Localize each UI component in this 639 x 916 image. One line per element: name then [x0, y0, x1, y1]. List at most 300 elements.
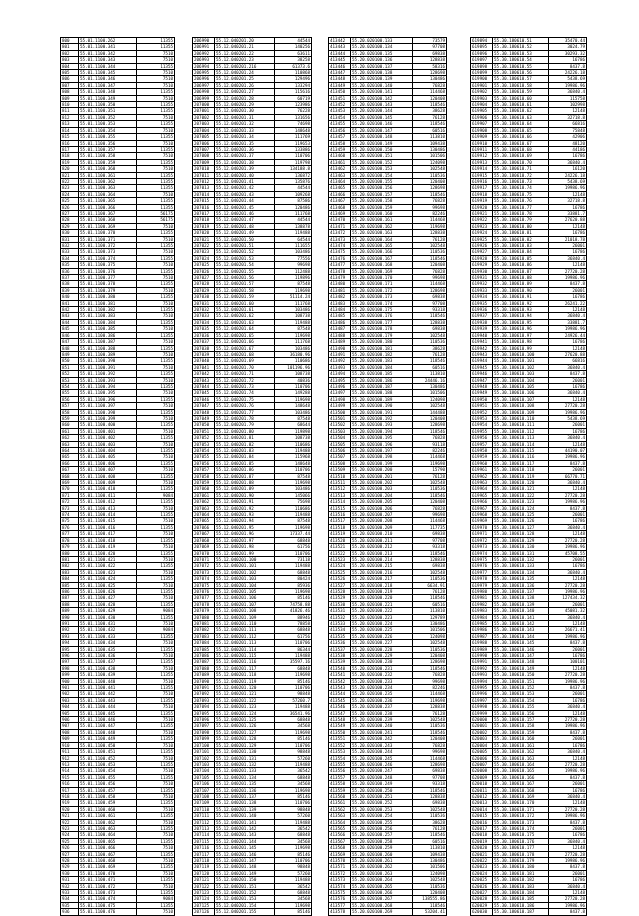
amount-cell: 68848: [275, 717, 312, 723]
amount-cell: 12148: [549, 845, 587, 851]
code-cell: 55.01.1100.353: [79, 121, 137, 127]
amount-cell: 19986.96: [549, 275, 587, 281]
amount-cell: 27720.28: [549, 851, 587, 857]
row-number-cell: 925: [61, 838, 79, 844]
row-number-cell: 862: [61, 435, 79, 441]
code-cell: 55.01.1100.449: [79, 736, 137, 742]
row-number-cell: 207034: [193, 319, 215, 325]
amount-cell: 16786: [549, 204, 587, 210]
row-number-cell: 207077: [193, 595, 215, 601]
code-cell: 55.20.020100.174: [351, 300, 413, 306]
code-cell: 55.01.1100.463: [79, 825, 137, 831]
code-cell: 55.20.020100.211: [351, 537, 413, 543]
row-number-cell: 207112: [193, 819, 215, 825]
code-cell: 55.30.180610.160: [493, 736, 549, 742]
code-cell: 55.12.040201.28: [215, 95, 275, 101]
code-cell: 55.30.180610.175: [493, 832, 549, 838]
code-cell: 55.12.040201.24: [215, 70, 275, 76]
amount-cell: 7510: [137, 191, 175, 197]
code-cell: 55.20.020100.255: [351, 819, 413, 825]
code-cell: 55.30.180610.95: [493, 319, 549, 325]
row-number-cell: 619896: [471, 50, 493, 56]
code-cell: 55.01.1100.472: [79, 883, 137, 889]
amount-cell: 98848: [275, 691, 312, 697]
code-cell: 55.20.020100.215: [351, 563, 413, 569]
table-row: [193, 909, 312, 915]
code-cell: 55.12.040201.119: [215, 678, 275, 684]
row-number-cell: 877: [61, 531, 79, 537]
row-number-cell: 873: [61, 505, 79, 511]
amount-cell: 11355: [137, 396, 175, 402]
amount-cell: 11355: [137, 877, 175, 883]
amount-cell: 11355: [137, 102, 175, 108]
amount-cell: 11355: [137, 851, 175, 857]
row-number-cell: 882: [61, 563, 79, 569]
code-cell: 55.30.180610.77: [493, 204, 549, 210]
code-cell: 55.30.180610.107: [493, 396, 549, 402]
row-number-cell: 619951: [471, 403, 493, 409]
code-cell: 55.30.180610.68: [493, 146, 549, 152]
row-number-cell: 413528: [329, 588, 351, 594]
row-number-cell: 207021: [193, 236, 215, 242]
row-number-cell: 413477: [329, 262, 351, 268]
row-number-cell: 619946: [471, 371, 493, 377]
row-number-cell: 620008: [471, 768, 493, 774]
amount-cell: 130486: [413, 620, 447, 626]
row-number-cell: 903: [61, 697, 79, 703]
row-number-cell: 413542: [329, 678, 351, 684]
row-number-cell: 413504: [329, 435, 351, 441]
amount-cell: 69838: [413, 50, 447, 56]
amount-cell: 8437.8: [549, 505, 587, 511]
row-number-cell: 924: [61, 832, 79, 838]
amount-cell: 7510: [137, 845, 175, 851]
amount-cell: 11355: [137, 563, 175, 569]
amount-cell: 7510: [137, 70, 175, 76]
amount-cell: 68848: [275, 569, 312, 575]
amount-cell: 110536: [413, 486, 447, 492]
code-cell: 55.01.1100.365: [79, 198, 137, 204]
row-number-cell: 839: [61, 287, 79, 293]
row-number-cell: 619970: [471, 524, 493, 530]
code-cell: 55.20.020100.187: [351, 383, 413, 389]
amount-cell: 7510: [137, 569, 175, 575]
row-number-cell: 840: [61, 294, 79, 300]
row-number-cell: 413546: [329, 704, 351, 710]
row-number-cell: 413508: [329, 460, 351, 466]
row-number-cell: 207065: [193, 518, 215, 524]
code-cell: 55.01.1100.383: [79, 313, 137, 319]
amount-cell: 7510: [137, 819, 175, 825]
code-cell: 55.30.180610.165: [493, 768, 549, 774]
row-number-cell: 413565: [329, 825, 351, 831]
row-number-cell: 413451: [329, 95, 351, 101]
amount-cell: 7510: [137, 140, 175, 146]
row-number-cell: 911: [61, 749, 79, 755]
amount-cell: 12148: [549, 108, 587, 114]
amount-cell: 26001: [549, 556, 587, 562]
amount-cell: 7510: [137, 755, 175, 761]
row-number-cell: 413503: [329, 428, 351, 434]
row-number-cell: 620002: [471, 729, 493, 735]
code-cell: 55.01.1100.464: [79, 832, 137, 838]
code-cell: 55.12.040201.100: [215, 556, 275, 562]
row-number-cell: 206993: [193, 57, 215, 63]
amount-cell: 44190.07: [549, 448, 587, 454]
amount-cell: 26001: [549, 467, 587, 473]
amount-cell: 11355: [137, 710, 175, 716]
code-cell: 55.01.1100.348: [79, 89, 137, 95]
code-cell: 55.20.020100.231: [351, 665, 413, 671]
code-cell: 55.20.020100.139: [351, 76, 413, 82]
amount-cell: 133886: [275, 146, 312, 152]
amount-cell: 114468: [413, 518, 447, 524]
amount-cell: 11355: [137, 108, 175, 114]
code-cell: 55.20.020100.252: [351, 800, 413, 806]
amount-cell: 110706: [275, 742, 312, 748]
row-number-cell: 619920: [471, 204, 493, 210]
amount-cell: 16786: [549, 697, 587, 703]
code-cell: 55.01.1100.418: [79, 537, 137, 543]
code-cell: 55.01.1100.431: [79, 620, 137, 626]
code-cell: 55.20.020100.212: [351, 544, 413, 550]
amount-cell: 102548: [413, 806, 447, 812]
amount-cell: 69838: [413, 768, 447, 774]
row-number-cell: 207042: [193, 371, 215, 377]
row-number-cell: 413556: [329, 768, 351, 774]
table-body: [61, 38, 175, 916]
code-cell: 55.01.1100.374: [79, 255, 137, 261]
code-cell: 55.12.040201.81: [215, 435, 275, 441]
amount-cell: 110706: [275, 858, 312, 864]
table-body: [471, 38, 587, 916]
row-number-cell: 413484: [329, 307, 351, 313]
amount-cell: 82246: [413, 685, 447, 691]
code-cell: 55.20.020100.206: [351, 505, 413, 511]
code-cell: 55.12.040201.50: [215, 236, 275, 242]
code-cell: 55.01.1100.406: [79, 460, 137, 466]
amount-cell: 119798: [275, 159, 312, 165]
row-number-cell: 413473: [329, 236, 351, 242]
row-number-cell: 413562: [329, 806, 351, 812]
row-number-cell: 207052: [193, 435, 215, 441]
code-cell: 55.30.180610.73: [493, 178, 549, 184]
code-cell: 55.01.1100.378: [79, 281, 137, 287]
amount-cell: 34568: [275, 723, 312, 729]
amount-cell: 128838: [413, 230, 447, 236]
row-number-cell: 619977: [471, 569, 493, 575]
amount-cell: 76828: [413, 505, 447, 511]
row-number-cell: 620000: [471, 717, 493, 723]
row-number-cell: 619982: [471, 601, 493, 607]
code-cell: 55.20.020100.246: [351, 761, 413, 767]
row-number-cell: 619927: [471, 249, 493, 255]
row-number-cell: 413496: [329, 383, 351, 389]
row-number-cell: 413486: [329, 319, 351, 325]
row-number-cell: 874: [61, 512, 79, 518]
code-cell: 55.20.020100.146: [351, 121, 413, 127]
amount-cell: 118546: [413, 313, 447, 319]
amount-cell: 7510: [137, 95, 175, 101]
row-number-cell: 206990: [193, 38, 215, 44]
amount-cell: 145066: [275, 492, 312, 498]
code-cell: 55.01.1100.355: [79, 134, 137, 140]
code-cell: 55.20.020100.164: [351, 236, 413, 242]
row-number-cell: 413455: [329, 121, 351, 127]
code-cell: 55.20.020100.243: [351, 742, 413, 748]
amount-cell: 148648: [275, 127, 312, 133]
code-cell: 55.30.180610.89: [493, 281, 549, 287]
code-cell: 55.30.180610.110: [493, 415, 549, 421]
amount-cell: 8437.8: [549, 63, 587, 69]
row-number-cell: 207125: [193, 902, 215, 908]
amount-cell: 119698: [275, 672, 312, 678]
amount-cell: 11355: [137, 204, 175, 210]
row-number-cell: 619959: [471, 454, 493, 460]
code-cell: 55.30.180610.130: [493, 544, 549, 550]
row-number-cell: 413465: [329, 185, 351, 191]
row-number-cell: 207092: [193, 691, 215, 697]
amount-cell: 7510: [137, 556, 175, 562]
row-number-cell: 413531: [329, 608, 351, 614]
code-cell: 55.12.040201.21: [215, 44, 275, 50]
amount-cell: 16786: [549, 153, 587, 159]
code-cell: 55.30.180610.96: [493, 326, 549, 332]
code-cell: 55.20.020100.258: [351, 838, 413, 844]
amount-cell: 26001: [549, 377, 587, 383]
amount-cell: 26001: [549, 736, 587, 742]
code-cell: 55.01.1100.380: [79, 294, 137, 300]
row-number-cell: 855: [61, 390, 79, 396]
amount-cell: 57260: [275, 813, 312, 819]
amount-cell: 48120: [549, 140, 587, 146]
code-cell: 55.01.1100.359: [79, 159, 137, 165]
amount-cell: 11355: [137, 198, 175, 204]
amount-cell: 11355: [137, 460, 175, 466]
amount-cell: 11355: [137, 146, 175, 152]
row-number-cell: 207096: [193, 717, 215, 723]
amount-cell: 114468: [413, 89, 447, 95]
amount-cell: 11355: [137, 576, 175, 582]
code-cell: 55.01.1100.468: [79, 858, 137, 864]
amount-cell: 7510: [137, 729, 175, 735]
row-number-cell: 619929: [471, 262, 493, 268]
amount-cell: 7510: [137, 153, 175, 159]
row-number-cell: 865: [61, 454, 79, 460]
code-cell: 55.01.1100.344: [79, 63, 137, 69]
amount-cell: 102548: [413, 569, 447, 575]
code-cell: 55.01.1100.351: [79, 108, 137, 114]
row-number-cell: 207080: [193, 614, 215, 620]
code-cell: 55.30.180610.140: [493, 608, 549, 614]
row-number-cell: 207063: [193, 505, 215, 511]
row-number-cell: 816: [61, 140, 79, 146]
amount-cell: 119653: [275, 140, 312, 146]
amount-cell: 36542: [275, 825, 312, 831]
code-cell: 55.30.180610.111: [493, 422, 549, 428]
row-number-cell: 620010: [471, 781, 493, 787]
amount-cell: 16786: [549, 787, 587, 793]
amount-cell: 7510: [137, 249, 175, 255]
code-cell: 55.01.1100.430: [79, 614, 137, 620]
amount-cell: 11355: [137, 736, 175, 742]
row-number-cell: 852: [61, 371, 79, 377]
amount-cell: 26001: [549, 870, 587, 876]
row-number-cell: 413550: [329, 729, 351, 735]
code-cell: 55.12.040201.75: [215, 396, 275, 402]
code-cell: 55.20.020100.176: [351, 313, 413, 319]
amount-cell: 66816: [549, 358, 587, 364]
code-cell: 55.30.180610.99: [493, 345, 549, 351]
amount-cell: 11355: [137, 749, 175, 755]
code-cell: 55.12.040201.46: [215, 210, 275, 216]
amount-cell: 19986.96: [549, 409, 587, 415]
row-number-cell: 889: [61, 608, 79, 614]
code-cell: 55.20.020100.224: [351, 620, 413, 626]
code-cell: 55.30.180610.185: [493, 896, 549, 902]
row-number-cell: 619935: [471, 300, 493, 306]
row-number-cell: 206998: [193, 89, 215, 95]
code-cell: 55.12.040201.89: [215, 486, 275, 492]
row-number-cell: 871: [61, 492, 79, 498]
row-number-cell: 413525: [329, 569, 351, 575]
code-cell: 55.20.020100.133: [351, 38, 413, 44]
amount-cell: 12148: [549, 890, 587, 896]
code-cell: 55.01.1100.390: [79, 358, 137, 364]
amount-cell: 36840.4: [549, 480, 587, 486]
code-cell: 55.12.040201.111: [215, 627, 275, 633]
code-cell: 55.01.1100.341: [79, 44, 137, 50]
code-cell: 55.12.040201.54: [215, 262, 275, 268]
code-cell: 55.12.040201.27: [215, 89, 275, 95]
amount-cell: 27720.28: [549, 268, 587, 274]
code-cell: 55.01.1100.262: [79, 38, 137, 44]
code-cell: 55.01.1100.470: [79, 870, 137, 876]
amount-cell: 138878: [275, 223, 312, 229]
code-cell: 55.12.040201.154: [215, 902, 275, 908]
row-number-cell: 886: [61, 588, 79, 594]
code-cell: 55.12.040201.106: [215, 595, 275, 601]
code-cell: 55.30.180610.105: [493, 383, 549, 389]
row-number-cell: 620001: [471, 723, 493, 729]
code-cell: 55.20.020100.134: [351, 44, 413, 50]
amount-cell: 111769: [275, 134, 312, 140]
row-number-cell: 413442: [329, 38, 351, 44]
code-cell: 55.30.180610.83: [493, 243, 549, 249]
row-number-cell: 413576: [329, 896, 351, 902]
code-cell: 55.01.1100.362: [79, 178, 137, 184]
code-cell: 55.12.040201.104: [215, 582, 275, 588]
code-cell: 55.12.040201.143: [215, 832, 275, 838]
amount-cell: 11355: [137, 787, 175, 793]
amount-cell: 144488: [413, 409, 447, 415]
amount-cell: 66770.71: [549, 473, 587, 479]
code-cell: 55.20.020100.265: [351, 883, 413, 889]
amount-cell: 103486: [275, 486, 312, 492]
amount-cell: 68848: [275, 832, 312, 838]
row-number-cell: 620018: [471, 832, 493, 838]
amount-cell: 115968: [275, 454, 312, 460]
row-number-cell: 619990: [471, 653, 493, 659]
row-number-cell: 847: [61, 339, 79, 345]
code-cell: 55.30.180610.67: [493, 140, 549, 146]
row-number-cell: 810: [61, 102, 79, 108]
amount-cell: 35470.44: [549, 38, 587, 44]
code-cell: 55.20.020100.253: [351, 806, 413, 812]
amount-cell: 76128: [413, 710, 447, 716]
code-cell: 55.30.180610.53: [493, 50, 549, 56]
code-cell: 55.20.020100.217: [351, 576, 413, 582]
amount-cell: 7510: [137, 665, 175, 671]
row-number-cell: 881: [61, 556, 79, 562]
row-number-cell: 620013: [471, 800, 493, 806]
code-cell: 55.12.040201.133: [215, 768, 275, 774]
amount-cell: 76828: [413, 435, 447, 441]
code-cell: 55.12.040201.88: [215, 480, 275, 486]
amount-cell: 12148: [549, 307, 587, 313]
row-number-cell: 413551: [329, 736, 351, 742]
amount-cell: 76828: [413, 672, 447, 678]
row-number-cell: 830: [61, 230, 79, 236]
code-cell: 55.20.020100.240: [351, 723, 413, 729]
row-number-cell: 817: [61, 146, 79, 152]
amount-cell: 110536: [413, 883, 447, 889]
amount-cell: 7510: [137, 127, 175, 133]
amount-cell: 19986.96: [549, 82, 587, 88]
row-number-cell: 413485: [329, 313, 351, 319]
amount-cell: 7510: [137, 300, 175, 306]
amount-cell: 85146: [275, 909, 312, 915]
amount-cell: 111655: [275, 243, 312, 249]
row-number-cell: 413569: [329, 851, 351, 857]
code-cell: 55.20.020100.179: [351, 332, 413, 338]
amount-cell: 110706: [275, 640, 312, 646]
row-number-cell: 811: [61, 108, 79, 114]
code-cell: 55.01.1100.394: [79, 383, 137, 389]
code-cell: 55.30.180610.134: [493, 569, 549, 575]
amount-cell: 127434.32: [549, 595, 587, 601]
code-cell: 55.12.040201.71: [215, 371, 275, 377]
row-number-cell: 413466: [329, 191, 351, 197]
code-cell: 55.01.1100.371: [79, 236, 137, 242]
amount-cell: 69838: [413, 531, 447, 537]
row-number-cell: 851: [61, 364, 79, 370]
amount-cell: 11355: [137, 38, 175, 44]
code-cell: 55.12.040201.130: [215, 749, 275, 755]
amount-cell: 99698: [413, 749, 447, 755]
amount-cell: 111768: [275, 339, 312, 345]
amount-cell: 11355: [137, 588, 175, 594]
row-number-cell: 821: [61, 172, 79, 178]
code-cell: 55.30.180610.176: [493, 838, 549, 844]
code-cell: 55.20.020100.142: [351, 95, 413, 101]
code-cell: 55.12.040201.135: [215, 781, 275, 787]
row-number-cell: 413544: [329, 691, 351, 697]
code-cell: 55.20.020100.149: [351, 140, 413, 146]
amount-cell: 119488: [275, 704, 312, 710]
amount-cell: 115616: [275, 89, 312, 95]
amount-cell: 110536: [413, 172, 447, 178]
amount-cell: 12148: [549, 396, 587, 402]
amount-cell: 7510: [137, 114, 175, 120]
amount-cell: 108738: [275, 313, 312, 319]
amount-cell: 130486: [413, 146, 447, 152]
amount-cell: 15790: [413, 467, 447, 473]
code-cell: 55.01.1100.347: [79, 82, 137, 88]
amount-cell: 102548: [413, 640, 447, 646]
row-number-cell: 207069: [193, 544, 215, 550]
row-number-cell: 207115: [193, 838, 215, 844]
